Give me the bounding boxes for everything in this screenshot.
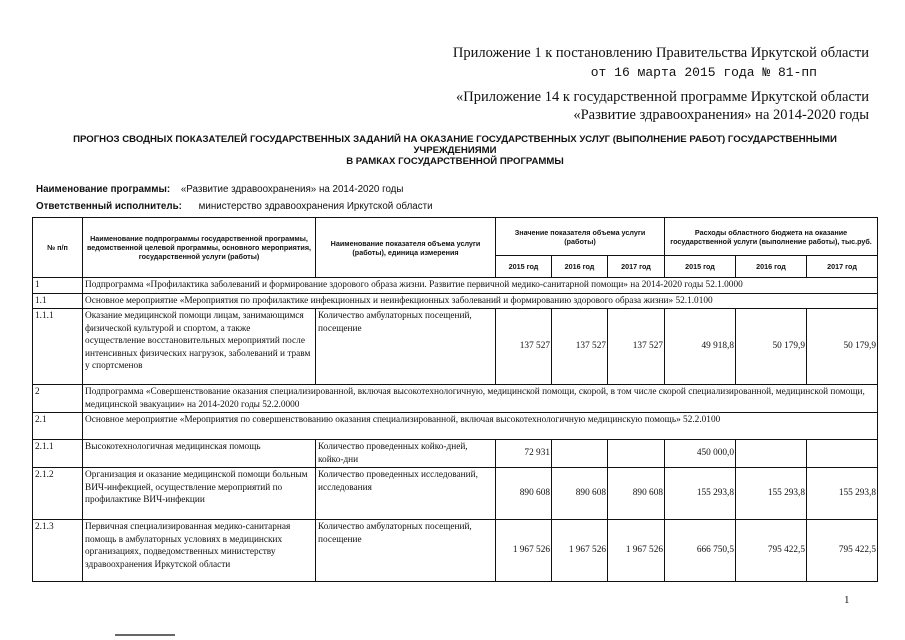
expense-2017	[807, 440, 878, 468]
program-value: «Развитие здравоохранения» на 2014-2020 годы	[180, 184, 404, 195]
table-row	[33, 413, 878, 440]
col-header-num: № п/п	[33, 218, 83, 278]
main-activity-title: Основное мероприятие «Мероприятия по профилактике инфекционных и неинфекционных заболеваний и формированию здорового образа жизни» 52.1.0100	[83, 293, 878, 309]
main-activity-title: Основное мероприятие «Мероприятия по совершенствованию оказания специализированной, включая высокотехнологичную медицинскую помощь» 52.2.0100	[83, 413, 878, 440]
table-row	[33, 278, 878, 294]
volume-2017: 137 527	[608, 309, 665, 385]
row-number: 1.1	[33, 293, 83, 309]
volume-2015: 137 527	[496, 309, 552, 385]
row-number: 2.1.1	[33, 440, 83, 468]
col-header-year: 2015 год	[665, 256, 736, 278]
volume-2016: 1 967 526	[552, 520, 608, 582]
row-number: 2.1	[33, 413, 83, 440]
table-row	[33, 309, 878, 385]
program-label: Наименование программы:	[36, 184, 171, 195]
executor-value: министерство здравоохранения Иркутской области	[198, 201, 433, 212]
expense-2017: 50 179,9	[807, 309, 878, 385]
volume-2017: 1 967 526	[608, 520, 665, 582]
program-row	[36, 184, 403, 195]
appendix-line-1: Приложение 1 к постановлению Правительства Иркутской области	[452, 45, 869, 61]
table-row	[33, 468, 878, 520]
service-name: Оказание медицинской помощи лицам, занимающимся физической культурой и спортом, а также осуществление восстановительных мероприятий после интенсивных физических нагрузок, заболеваний и травм у спортсменов	[83, 309, 316, 385]
col-header-year: 2017 год	[608, 256, 665, 278]
col-header-indicator: Наименование показателя объема услуги (работы), единица измерения	[316, 218, 496, 278]
col-header-year: 2017 год	[807, 256, 878, 278]
expense-2016: 795 422,5	[736, 520, 807, 582]
indicator-name: Количество проведенных исследований, исследования	[316, 468, 496, 520]
document-title	[30, 134, 880, 167]
expense-2015: 155 293,8	[665, 468, 736, 520]
title-line-1: ПРОГНОЗ СВОДНЫХ ПОКАЗАТЕЛЕЙ ГОСУДАРСТВЕННЫХ ЗАДАНИЙ НА ОКАЗАНИЕ ГОСУДАРСТВЕННЫХ УСЛУГ (ВЫПОЛНЕНИЕ РАБОТ) ГОСУДАРСТВЕННЫМИ	[73, 134, 837, 145]
expense-2016	[736, 440, 807, 468]
volume-2016	[552, 440, 608, 468]
volume-2017	[608, 440, 665, 468]
col-header-year: 2016 год	[552, 256, 608, 278]
subprogram-title: Подпрограмма «Совершенствование оказания специализированной, включая высокотехнологичную, медицинской помощи, скорой, в том числе скорой специализированной, медицинской помощи, медицинской эвакуации» на 2014-2020 годы 52.2.0000	[83, 385, 878, 413]
executor-label: Ответственный исполнитель:	[36, 201, 182, 212]
expense-2017: 795 422,5	[807, 520, 878, 582]
expense-2015: 450 000,0	[665, 440, 736, 468]
indicator-name: Количество амбулаторных посещений, посещение	[316, 309, 496, 385]
row-number: 1	[33, 278, 83, 294]
col-header-year: 2016 год	[736, 256, 807, 278]
expense-2015: 49 918,8	[665, 309, 736, 385]
indicator-name: Количество проведенных койко-дней, койко-дни	[316, 440, 496, 468]
row-number: 2.1.3	[33, 520, 83, 582]
service-name: Первичная специализированная медико-санитарная помощь в амбулаторных условиях в медицинских организациях, подведомственных министерству здравоохранения Иркутской области	[83, 520, 316, 582]
title-line-3: В РАМКАХ ГОСУДАРСТВЕННОЙ ПРОГРАММЫ	[346, 156, 564, 167]
col-header-year: 2015 год	[496, 256, 552, 278]
appendix-line-3: «Приложение 14 к государственной программе Иркутской области	[456, 89, 869, 105]
service-name: Организация и оказание медицинской помощи больным ВИЧ-инфекцией, осуществление мероприятий по профилактике ВИЧ-инфекции	[83, 468, 316, 520]
volume-2015: 1 967 526	[496, 520, 552, 582]
service-name: Высокотехнологичная медицинская помощь	[83, 440, 316, 468]
page-number: 1	[844, 594, 850, 606]
table-row	[33, 293, 878, 309]
col-header-expenses: Расходы областного бюджета на оказание государственной услуги (выполнение работы), тыс.руб.	[665, 218, 878, 256]
volume-2017: 890 608	[608, 468, 665, 520]
expense-2016: 50 179,9	[736, 309, 807, 385]
indicators-table	[32, 217, 878, 582]
volume-2016: 890 608	[552, 468, 608, 520]
indicator-name: Количество амбулаторных посещений, посещение	[316, 520, 496, 582]
title-line-2: УЧРЕЖДЕНИЯМИ	[413, 145, 497, 156]
appendix-line-4: «Развитие здравоохранения» на 2014-2020 годы	[573, 107, 869, 123]
row-number: 2.1.2	[33, 468, 83, 520]
executor-row	[36, 201, 433, 212]
volume-2016: 137 527	[552, 309, 608, 385]
row-number: 2	[33, 385, 83, 413]
scan-mark	[115, 634, 175, 636]
col-header-volume: Значение показателя объема услуги (работы)	[496, 218, 665, 256]
table-row	[33, 385, 878, 413]
expense-2015: 666 750,5	[665, 520, 736, 582]
row-number: 1.1.1	[33, 309, 83, 385]
volume-2015: 890 608	[496, 468, 552, 520]
table-row	[33, 520, 878, 582]
appendix-date-line: от 16 марта 2015 года № 81-пп	[590, 65, 817, 80]
col-header-name: Наименование подпрограммы государственной программы, ведомственной целевой программы, основного мероприятия, государственной услуги (работы)	[83, 218, 316, 278]
expense-2016: 155 293,8	[736, 468, 807, 520]
expense-2017: 155 293,8	[807, 468, 878, 520]
table-row	[33, 440, 878, 468]
volume-2015: 72 931	[496, 440, 552, 468]
subprogram-title: Подпрограмма «Профилактика заболеваний и формирование здорового образа жизни. Развитие первичной медико-санитарной помощи» на 2014-2020 годы 52.1.0000	[83, 278, 878, 294]
